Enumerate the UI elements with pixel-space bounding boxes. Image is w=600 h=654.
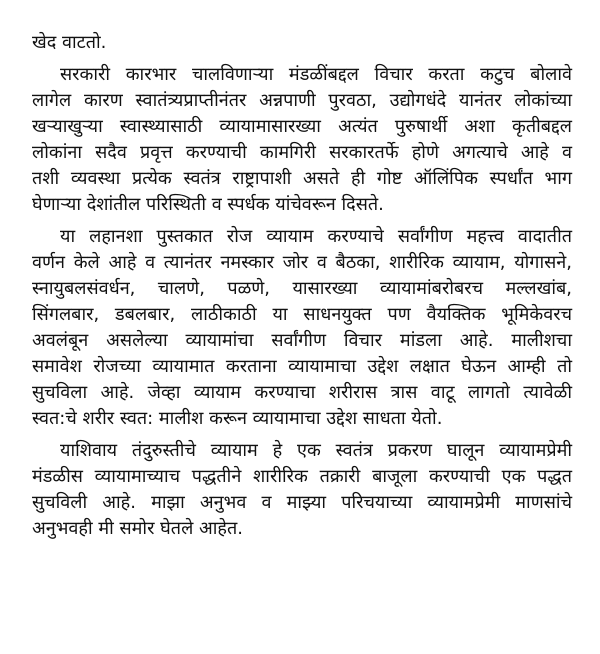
text-line: सुचविला आहे. जेव्हा व्यायाम करण्याचा शरीरास त्रास वाटू लागतो त्यावेळी <box>32 382 572 403</box>
text-line: सुचविली आहे. माझा अनुभव व माझ्या परिचयाच्या व्यायामप्रेमी माणसांचे <box>32 492 572 513</box>
document-text <box>32 30 572 548</box>
paragraph-4 <box>32 438 572 542</box>
text-line: वर्णन केले आहे व त्यानंतर नमस्कार जोर व बैठका, शारीरिक व्यायाम, योगासने, <box>32 252 572 273</box>
text-line: याशिवाय तंदुरुस्तीचे व्यायाम हे एक स्वतंत्र प्रकरण घालून व्यायामप्रेमी <box>60 440 572 461</box>
text-line: सरकारी कारभार चालविणाऱ्या मंडळींबद्दल विचार करता कटुच बोलावे <box>60 64 572 85</box>
paragraph-2 <box>32 62 572 218</box>
text-line: खेद वाटतो. <box>32 32 107 53</box>
text-line: तशी व्यवस्था प्रत्येक स्वतंत्र राष्ट्रापाशी असते ही गोष्ट ऑलिंपिक स्पर्धांत भाग <box>32 168 572 189</box>
text-line: खऱ्याखुऱ्या स्वास्थ्यासाठी व्यायामासारख्या अत्यंत पुरुषार्थी अशा कृतीबद्दल <box>32 116 572 137</box>
text-line: या लहानशा पुस्तकात रोज व्यायाम करण्याचे सर्वांगीण महत्त्व वादातीत <box>60 226 572 247</box>
text-line: सिंगलबार, डबलबार, लाठीकाठी या साधनयुक्त पण वैयक्तिक भूमिकेवरच <box>32 304 572 325</box>
text-line: स्नायुबलसंवर्धन, चालणे, पळणे, यासारख्या व्यायामांबरोबरच मल्लखांब, <box>32 278 572 299</box>
text-line: घेणाऱ्या देशांतील परिस्थिती व स्पर्धक यांचेवरून दिसते. <box>32 194 384 215</box>
text-line: मंडळीस व्यायामाच्याच पद्धतीने शारीरिक तक्रारी बाजूला करण्याची एक पद्धत <box>32 466 572 487</box>
text-line: समावेश रोजच्या व्यायामात करताना व्यायामाचा उद्देश लक्षात घेऊन आम्ही तो <box>32 356 572 377</box>
text-line: अवलंबून असलेल्या व्यायामांचा सर्वांगीण विचार मांडला आहे. मालीशचा <box>32 330 572 351</box>
text-line: लोकांना सदैव प्रवृत्त करण्याची कामगिरी सरकारतर्फे होणे अगत्याचे आहे व <box>32 142 572 163</box>
text-line: अनुभवही मी समोर घेतले आहेत. <box>32 518 243 539</box>
paragraph-1 <box>32 30 572 56</box>
paragraph-3 <box>32 224 572 432</box>
text-line: लागेल कारण स्वातंत्र्यप्राप्तीनंतर अन्नपाणी पुरवठा, उद्योगधंदे यानंतर लोकांच्या <box>32 90 572 111</box>
text-line: स्वत:चे शरीर स्वत: मालीश करून व्यायामाचा उद्देश साधता येतो. <box>32 408 443 429</box>
